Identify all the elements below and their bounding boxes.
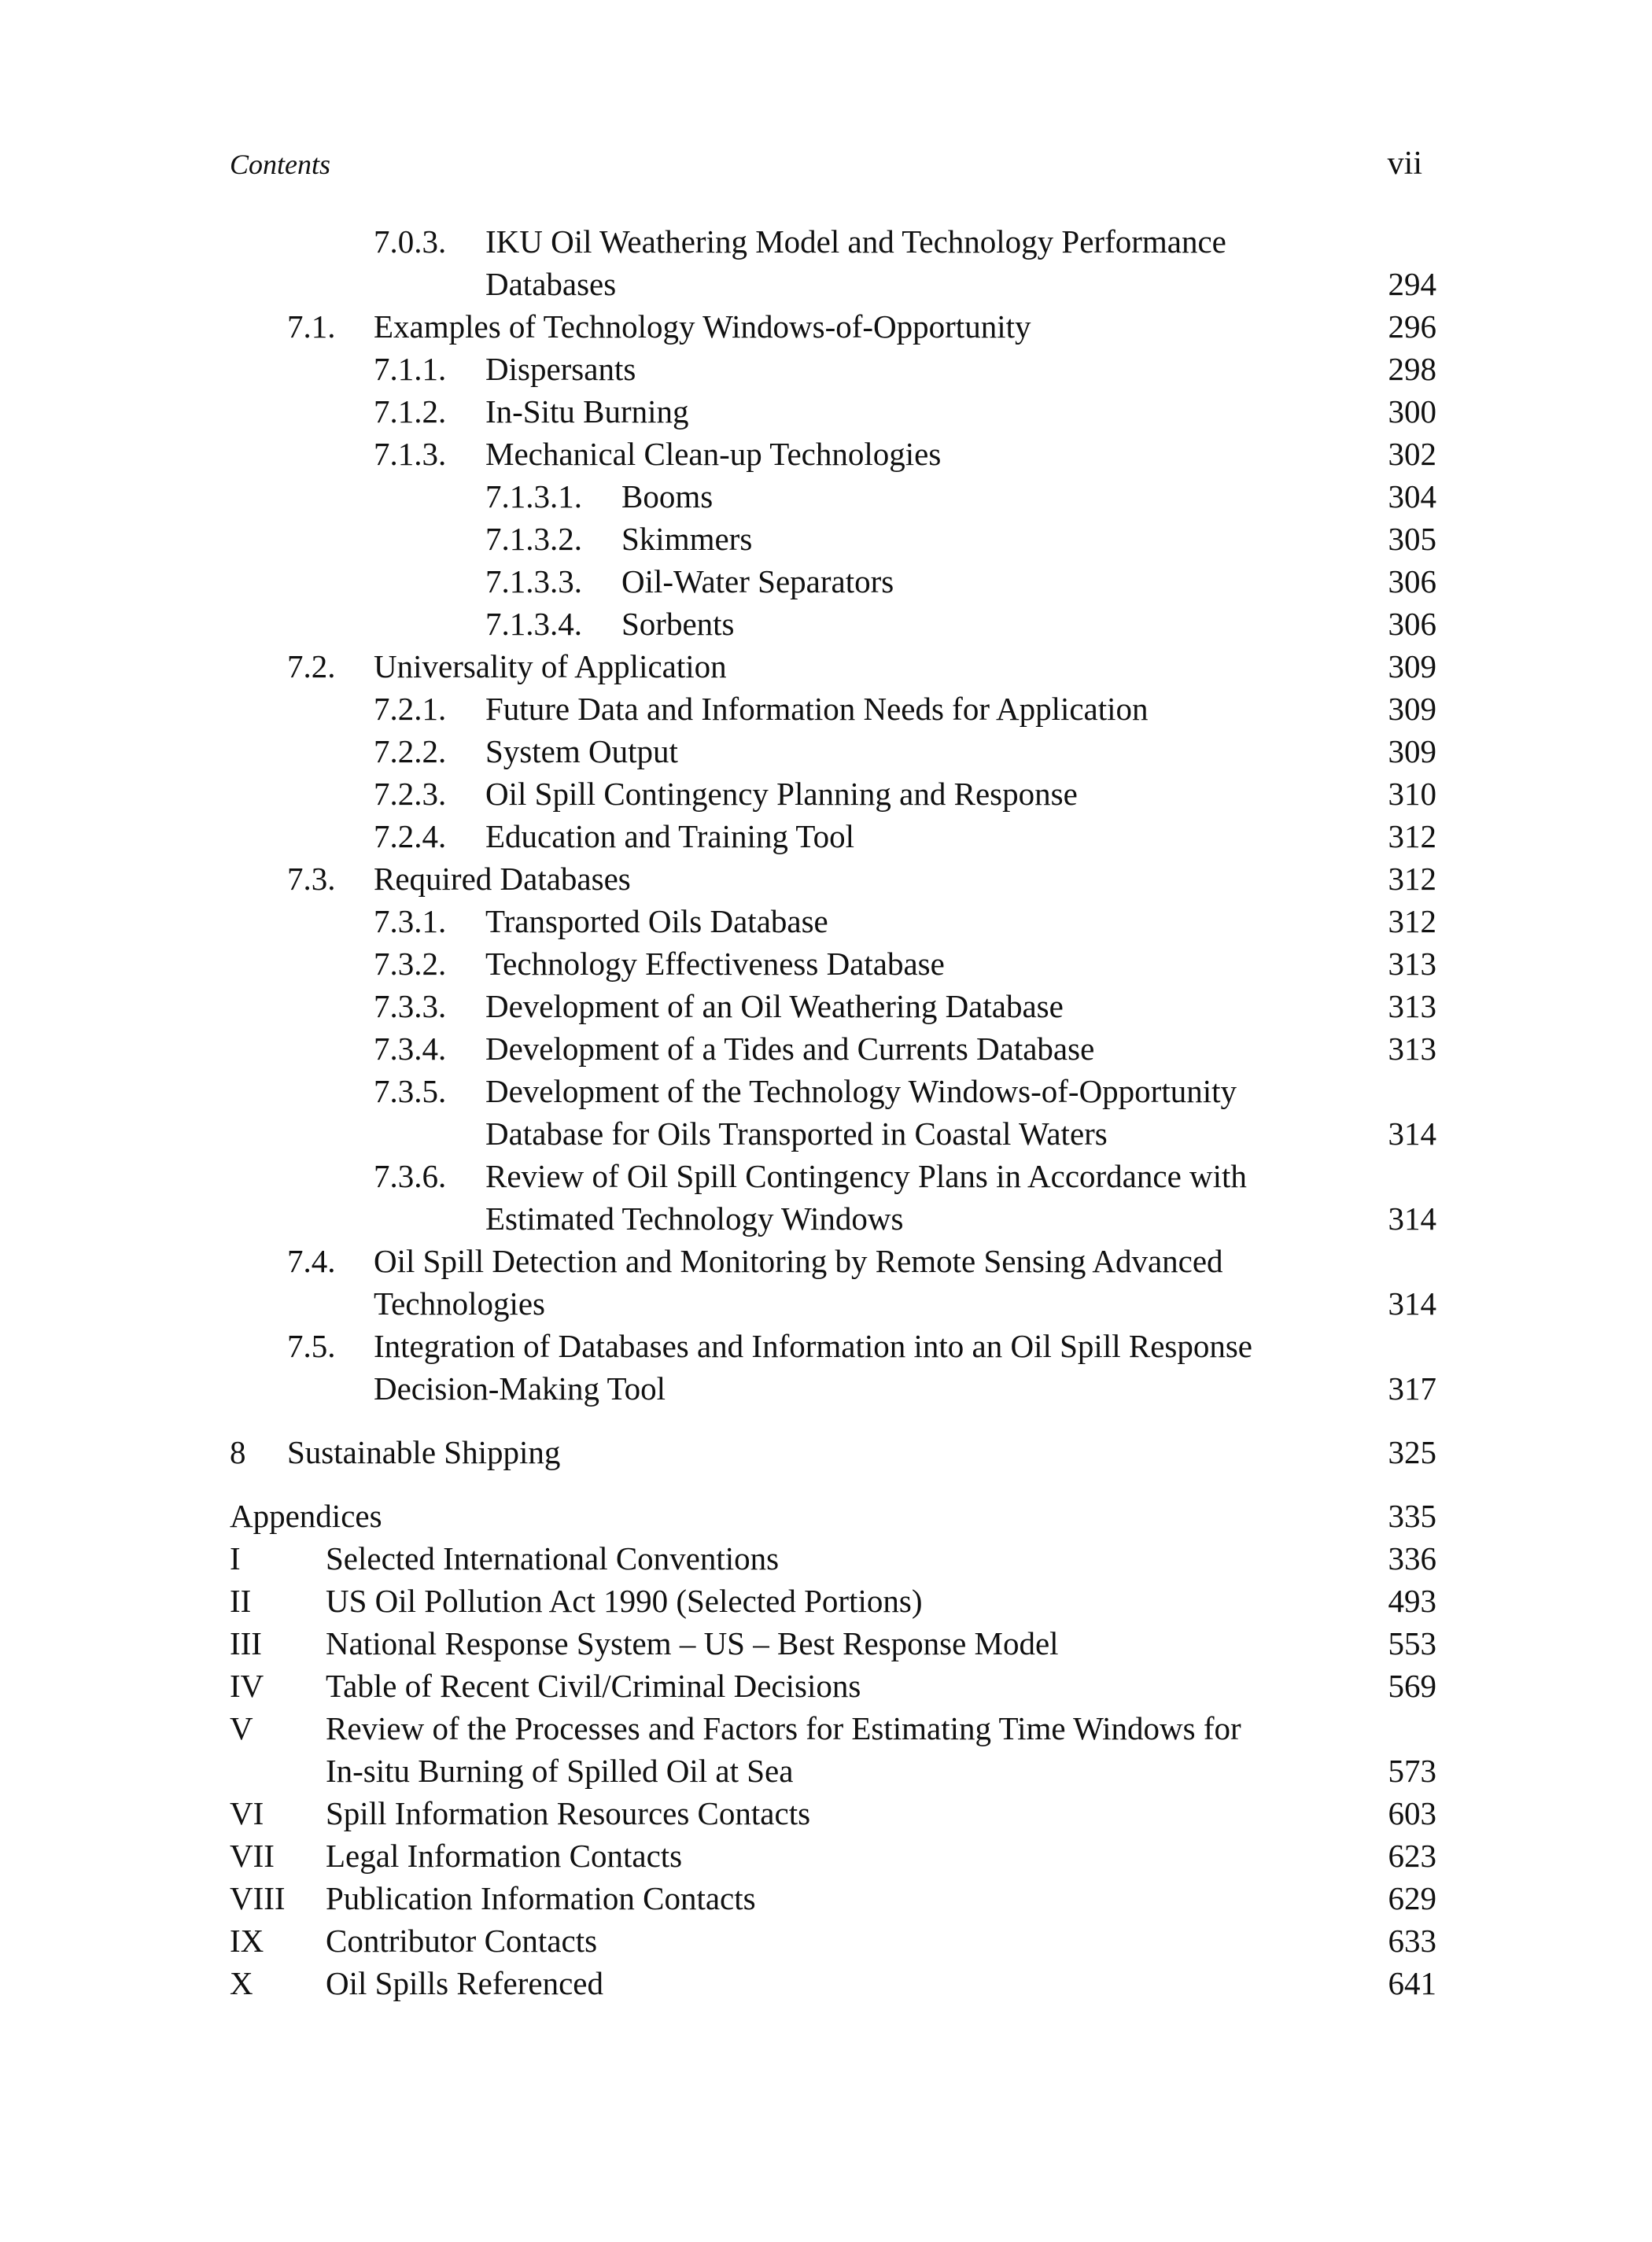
toc-entry[interactable]: [230, 857, 1436, 900]
appendix-title: Review of the Processes and Factors for Estimating Time Windows for In-situ Burning of Spilled Oil at Sea: [326, 1710, 1241, 1789]
appendix-title: National Response System – US – Best Response Model: [326, 1625, 1059, 1661]
entry-page: 294: [1388, 266, 1436, 302]
toc-entry[interactable]: [230, 220, 1436, 305]
entry-page: 309: [1388, 648, 1436, 684]
entry-number: 7.3.: [287, 861, 336, 897]
appendix-title: US Oil Pollution Act 1990 (Selected Portions): [326, 1583, 923, 1619]
entry-title: Development of the Technology Windows-of-Opportunity Database for Oils Transported in Coastal Waters: [485, 1073, 1237, 1152]
entry-number: 7.2.3.: [374, 776, 447, 812]
appendix-number: X: [230, 1965, 253, 2001]
appendix-number: I: [230, 1540, 241, 1576]
appendix-number: VIII: [230, 1880, 286, 1916]
entry-number: 7.3.4.: [374, 1031, 447, 1067]
toc-entry[interactable]: [230, 942, 1436, 985]
appendices-heading[interactable]: [230, 1495, 1436, 1537]
entry-number: 7.3.6.: [374, 1158, 447, 1194]
entry-page: 314: [1388, 1200, 1436, 1237]
toc-entry[interactable]: [230, 1240, 1436, 1325]
entry-number: 7.2.2.: [374, 733, 447, 769]
toc-entry[interactable]: [230, 433, 1436, 475]
appendix-page: 493: [1388, 1583, 1436, 1619]
toc-entry[interactable]: [230, 1027, 1436, 1070]
entry-number: 7.1.2.: [374, 393, 447, 430]
chapter-entry[interactable]: [230, 1431, 1436, 1473]
toc-entry[interactable]: [230, 985, 1436, 1027]
appendix-entry[interactable]: [230, 1537, 1436, 1580]
appendix-page: 603: [1388, 1795, 1436, 1831]
appendix-title: Oil Spills Referenced: [326, 1965, 603, 2001]
entry-page: 298: [1388, 351, 1436, 387]
entry-title: Oil Spill Detection and Monitoring by Remote Sensing Advanced Technologies: [374, 1243, 1223, 1322]
entry-page: 312: [1388, 861, 1436, 897]
entry-page: 304: [1388, 478, 1436, 514]
appendix-page: 569: [1388, 1668, 1436, 1704]
entry-title: Mechanical Clean-up Technologies: [485, 436, 942, 472]
entry-number: 7.2.1.: [374, 691, 447, 727]
entry-title: In-Situ Burning: [485, 393, 689, 430]
toc-entry[interactable]: [230, 603, 1436, 645]
chapter-title: Sustainable Shipping: [287, 1434, 561, 1470]
toc-entry[interactable]: [230, 773, 1436, 815]
appendix-entry[interactable]: [230, 1962, 1436, 2004]
toc-entry[interactable]: [230, 688, 1436, 730]
toc-entry[interactable]: [230, 1155, 1436, 1240]
appendix-page: 573: [1388, 1753, 1436, 1789]
entry-page: 310: [1388, 776, 1436, 812]
entry-number: 7.1.3.3.: [485, 563, 582, 599]
entry-title: Skimmers: [621, 521, 753, 557]
entry-title: Oil-Water Separators: [621, 563, 894, 599]
entry-title: Transported Oils Database: [485, 903, 828, 939]
entry-number: 7.2.4.: [374, 818, 447, 854]
appendix-entry[interactable]: [230, 1707, 1436, 1792]
entry-title: Integration of Databases and Information into an Oil Spill Response Decision-Making Tool: [374, 1328, 1253, 1407]
entry-page: 302: [1388, 436, 1436, 472]
entry-title: Oil Spill Contingency Planning and Response: [485, 776, 1078, 812]
appendix-entry[interactable]: [230, 1665, 1436, 1707]
entry-number: 7.3.3.: [374, 988, 447, 1024]
appendix-number: V: [230, 1710, 253, 1746]
toc-entry[interactable]: [230, 730, 1436, 773]
appendix-title: Contributor Contacts: [326, 1923, 598, 1959]
entry-page: 313: [1388, 1031, 1436, 1067]
appendix-entry[interactable]: [230, 1792, 1436, 1835]
entry-number: 7.4.: [287, 1243, 336, 1279]
chapter-number: 8: [230, 1434, 246, 1470]
entry-number: 7.3.1.: [374, 903, 447, 939]
entry-title: Review of Oil Spill Contingency Plans in Accordance with Estimated Technology Windows: [485, 1158, 1247, 1237]
appendix-title: Table of Recent Civil/Criminal Decisions: [326, 1668, 861, 1704]
entry-page: 314: [1388, 1285, 1436, 1322]
entry-title: Booms: [621, 478, 714, 514]
toc-entry[interactable]: [230, 1325, 1436, 1410]
entry-number: 7.1.3.4.: [485, 606, 582, 642]
entry-number: 7.1.1.: [374, 351, 447, 387]
appendix-entry[interactable]: [230, 1622, 1436, 1665]
entry-number: 7.1.: [287, 308, 336, 345]
toc-entry[interactable]: [230, 815, 1436, 857]
appendix-number: VII: [230, 1838, 275, 1874]
toc-entry[interactable]: [230, 1070, 1436, 1155]
entry-page: 300: [1388, 393, 1436, 430]
entry-number: 7.5.: [287, 1328, 336, 1364]
running-header-title: Contents: [230, 149, 331, 180]
toc-entry[interactable]: [230, 518, 1436, 560]
entry-title: Examples of Technology Windows-of-Opportunity: [374, 308, 1031, 345]
entry-page: 305: [1388, 521, 1436, 557]
entry-title: Development of a Tides and Currents Database: [485, 1031, 1095, 1067]
appendix-page: 641: [1388, 1965, 1436, 2001]
appendix-title: Selected International Conventions: [326, 1540, 780, 1576]
entry-page: 314: [1388, 1115, 1436, 1152]
toc-entry[interactable]: [230, 305, 1436, 348]
entry-number: 7.1.3.1.: [485, 478, 582, 514]
appendices-page: 335: [1388, 1498, 1436, 1534]
entry-number: 7.1.3.: [374, 436, 447, 472]
table-of-contents: [230, 220, 1436, 2004]
entry-number: 7.3.5.: [374, 1073, 447, 1109]
entry-page: 312: [1388, 903, 1436, 939]
appendix-number: VI: [230, 1795, 264, 1831]
toc-entry[interactable]: [230, 348, 1436, 390]
appendix-page: 336: [1388, 1540, 1436, 1576]
appendix-entry[interactable]: [230, 1877, 1436, 1919]
toc-entry[interactable]: [230, 560, 1436, 603]
toc-entry[interactable]: [230, 475, 1436, 518]
appendix-number: IV: [230, 1668, 264, 1704]
entry-page: 309: [1388, 691, 1436, 727]
entry-page: 313: [1388, 946, 1436, 982]
entry-number: 7.1.3.2.: [485, 521, 582, 557]
entry-title: System Output: [485, 733, 678, 769]
entry-page: 296: [1388, 308, 1436, 345]
entry-title: Universality of Application: [374, 648, 727, 684]
entry-title: IKU Oil Weathering Model and Technology Performance Databases: [485, 223, 1226, 302]
entry-title: Dispersants: [485, 351, 636, 387]
appendices-title: Appendices: [230, 1498, 382, 1534]
entry-title: Technology Effectiveness Database: [485, 946, 945, 982]
chapter-page: 325: [1388, 1434, 1436, 1470]
appendix-page: 633: [1388, 1923, 1436, 1959]
entry-page: 309: [1388, 733, 1436, 769]
entry-title: Sorbents: [621, 606, 735, 642]
entry-number: 7.3.2.: [374, 946, 447, 982]
entry-page: 317: [1388, 1370, 1436, 1407]
appendix-number: IX: [230, 1923, 264, 1959]
appendix-number: III: [230, 1625, 262, 1661]
entry-title: Development of an Oil Weathering Database: [485, 988, 1064, 1024]
appendix-page: 623: [1388, 1838, 1436, 1874]
entry-title: Required Databases: [374, 861, 631, 897]
toc-entry[interactable]: [230, 645, 1436, 688]
entry-page: 306: [1388, 563, 1436, 599]
appendix-number: II: [230, 1583, 252, 1619]
entry-title: Education and Training Tool: [485, 818, 854, 854]
appendix-page: 553: [1388, 1625, 1436, 1661]
appendix-entry[interactable]: [230, 1580, 1436, 1622]
appendix-title: Spill Information Resources Contacts: [326, 1795, 811, 1831]
appendix-title: Legal Information Contacts: [326, 1838, 683, 1874]
appendix-page: 629: [1388, 1880, 1436, 1916]
entry-number: 7.2.: [287, 648, 336, 684]
running-header-page-number: vii: [1387, 146, 1422, 182]
appendix-title: Publication Information Contacts: [326, 1880, 756, 1916]
toc-entry[interactable]: [230, 900, 1436, 942]
entry-title: Future Data and Information Needs for Application: [485, 691, 1149, 727]
entry-number: 7.0.3.: [374, 223, 447, 260]
toc-entry[interactable]: [230, 390, 1436, 433]
entry-page: 312: [1388, 818, 1436, 854]
entry-page: 306: [1388, 606, 1436, 642]
page-header: [230, 148, 1422, 187]
appendix-entry[interactable]: [230, 1835, 1436, 1877]
entry-page: 313: [1388, 988, 1436, 1024]
appendix-entry[interactable]: [230, 1919, 1436, 1962]
